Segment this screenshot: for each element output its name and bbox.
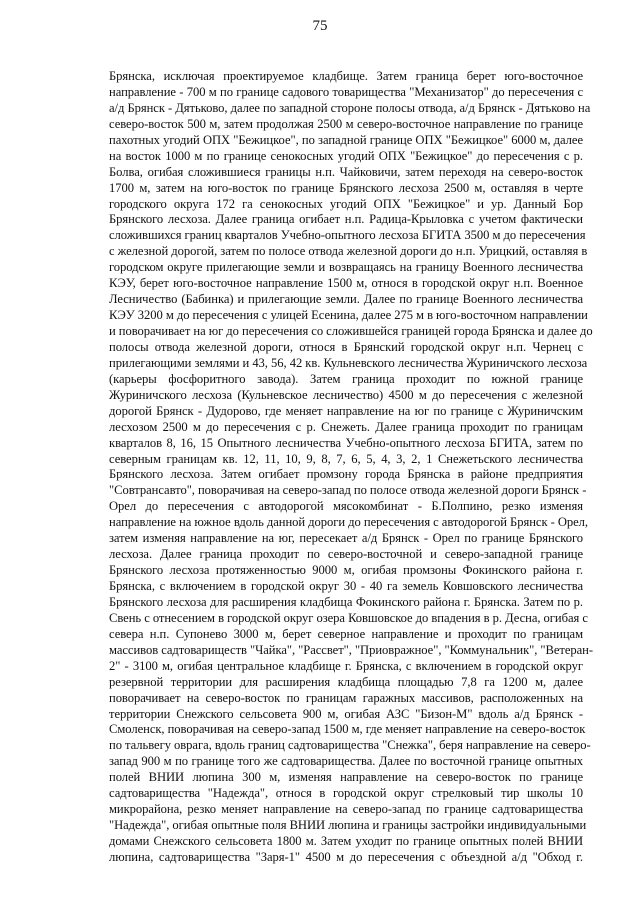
text-line: лесхоза. Далее граница проходит по северо-восточной и северо-западной границе [109,547,583,562]
text-line: пахотных угодий ОПХ "Бежицкое", по западной границе ОПХ "Бежицкое" 6000 м, далее [109,132,583,147]
body-text [109,69,594,866]
text-line: КЭУ 3200 м до пересечения с улицей Есенина, далее 275 м в юго-восточном направлении [109,308,588,323]
text-line: кварталов 8, 16, 15 Опытного лесничества Учебно-опытного лесхоза БГИТА, затем по [109,435,583,450]
text-line: территории Снежского сельсовета 900 м, огибая АЗС "Бизон-М" вдоль а/д Брянск - [109,706,583,721]
text-line: а/д Брянск - Дятьково, далее по западной стороне полосы отвода, а/д Брянск - Дятьково на [109,100,591,115]
text-line: городском округе прилегающие земли и возвращаясь на границу Военного лесничества [109,260,583,275]
text-line: запад 900 м по границе того же садтоварищества. Далее по восточной границе опытных [109,754,583,769]
text-line: прилегающими землями и 43, 56, 42 кв. Кульневского лесничества Журиничского лесхоза [109,355,588,370]
text-line: 1700 м, затем на юго-восток по границе Брянского лесхоза 2500 м, оставляя в черте [109,180,583,195]
text-line: Брянского лесхоза для расширения кладбища Фокинского района г. Брянска. Затем по р. [109,594,583,609]
text-line: северо-восток 500 м, затем продолжая 2500 м северо-восточное направление по границе [109,116,583,131]
text-line: "Совтрансавто", поворачивая на северо-запад по полосе отвода железной дороги Брянск - [109,483,587,498]
text-line: сложившихся границ кварталов Учебно-опытного лесхоза БГИТА 3500 м до пересечения [109,228,586,243]
page-number: 75 [312,18,328,34]
text-line: домами Снежского сельсовета 1800 м. Затем уходит по границе опытных полей ВНИИ [109,834,583,848]
text-line: северным границам кв. 12, 11, 10, 9, 8, 7, 6, 5, 4, 3, 2, 1 Снежетьского лесничества [109,451,583,466]
text-line: Брянска, исключая проектируемое кладбище. Затем граница берет юго-восточное [109,69,583,83]
text-line: городского округа 172 га сенокосных угодий ОПХ "Бежицкое" и ур. Данный Бор [109,196,583,211]
text-line: направление - 700 м по границе садового товарищества "Механизатор" до пересечения с [109,84,583,99]
text-line: (карьеры фосфоритного завода). Затем граница проходит по южной границе [109,371,583,386]
text-line: люпина, садтоварищества "Заря-1" 4500 м до пересечения с объездной а/д "Обход г. [109,849,583,864]
text-line: дорогой Брянск - Дудорово, где меняет направление на юг по границе с Журиничским [109,403,583,418]
text-line: полосы отвода железной дороги, относя в Брянский городской округ н.п. Чернец с [109,339,583,354]
text-line: 2" - 3100 м, огибая центральное кладбище г. Брянска, с включением в городской округ [109,658,583,673]
text-line: поворачивает на северо-восток по границам гаражных массивов, расположенных на [109,690,583,705]
text-line: на восток 1000 м по границе сенокосных угодий ОПХ "Бежицкое" до пересечения с р. [109,148,583,163]
text-line: Брянского лесхоза протяженностью 9000 м, огибая промзоны Фокинского района г. [109,563,583,578]
text-line: микрорайона, резко меняет направление на северо-запад по границе садтоварищества [109,802,583,817]
text-line: с железной дорогой, затем по полосе отвода железной дороги до н.п. Урицкий, оставляя в [109,244,588,259]
text-line: Болва, огибая сложившиеся границы н.п. Чайковичи, затем переходя на северо-восток [109,164,583,179]
text-line: лесхозом 2500 м до пересечения с р. Снежеть. Далее граница проходит по границам [109,419,583,434]
text-line: полей ВНИИ люпина 300 м, изменяя направление на северо-восток по границе [109,770,583,785]
text-line: Брянского лесхоза. Затем огибает промзону города Брянска в районе предприятия [109,467,583,482]
text-line: по тальвегу оврага, вдоль границ садтоварищества "Снежка", беря направление на северо- [109,738,591,753]
text-line: Лесничество (Бабинка) и прилегающие земли. Далее по границе Военного лесничества [109,292,583,307]
text-line: Смоленск, поворачивая на северо-запад 1500 м, где меняет направление на северо-восток [109,722,586,737]
text-line: затем изменяя направление на юг, пересекает а/д Брянск - Орел по границе Брянского [109,531,583,546]
text-line: массивов садтовариществ "Чайка", "Рассвет", "Приовражное", "Коммунальник", "Ветеран- [109,642,594,657]
text-line: Журиничского лесхоза (Кульневское лесничество) 4500 м до пересечения с железной [109,387,583,402]
text-line: Свень с отнесением в городской округ озера Ковшовское до впадения в р. Десна, огибая с [109,610,588,625]
text-line: Брянска, с включением в городской округ 30 - 40 га земель Ковшовского лесничества [109,579,583,593]
text-line: Орел до пересечения с автодорогой мясокомбинат - Б.Полпино, резко изменяя [109,499,583,514]
text-line: садтоварищества "Надежда", относя в городской округ стрелковый тир школы 10 [109,786,583,801]
text-line: резервной территории для расширения кладбища площадью 7,8 га 1200 м, далее [109,674,583,689]
text-line: севера н.п. Супонево 3000 м, берет северное направление и проходит по границам [109,626,583,641]
text-line: КЭУ, берет юго-восточное направление 1500 м, относя в городской округ н.п. Военное [109,276,583,291]
text-line: направление на южное вдоль данной дороги до пересечения с автодорогой Брянск - Орел, [109,515,589,530]
text-line: "Надежда", огибая опытные поля ВНИИ люпина и границы застройки индивидуальными [109,818,587,833]
text-line: Брянского лесхоза. Далее граница огибает н.п. Радица-Крыловка с учетом фактически [109,212,583,227]
text-line: и поворачивает на юг до пересечения со сложившейся границей города Брянска и далее до [109,324,593,338]
